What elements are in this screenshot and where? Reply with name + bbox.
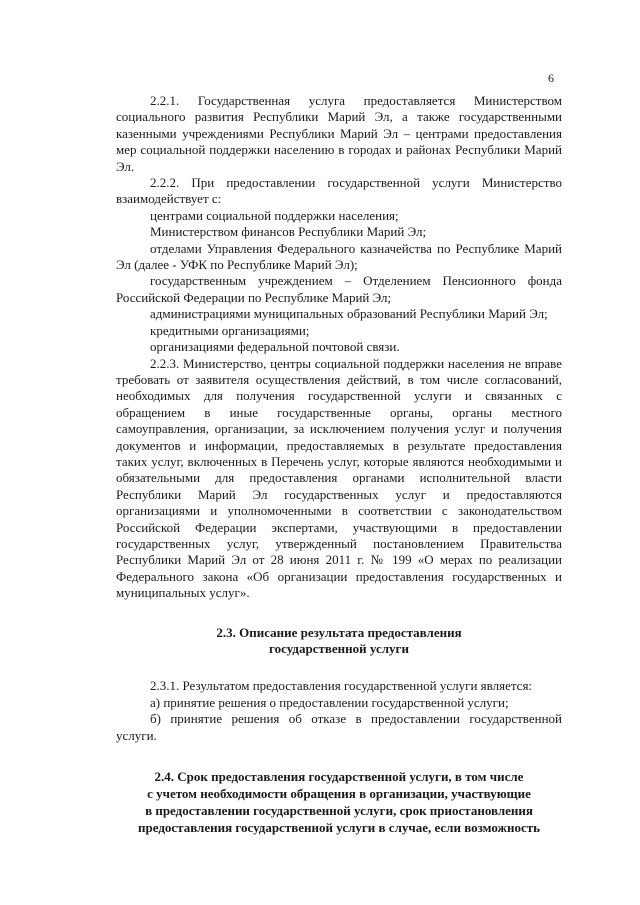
page-number: 6 [548,71,554,85]
result-item-b: б) принятие решения об отказе в предоставлении государственной услуги. [116,711,562,743]
list-item-social-support-centers: центрами социальной поддержки населения; [150,207,399,223]
list-item-credit-organizations: кредитными организациями; [150,322,310,338]
paragraph-2-2-1: 2.2.1. Государственная услуга предоставляется Министерством социального развития Республики Марий Эл, а также государственными казенными учреждениями Республики Марий Эл – центрами предоставления мер социальной поддержки населению в городах и районах Республики Марий Эл. [116,93,562,174]
section-2-4-heading-line1: 2.4. Срок предоставления государственной услуги, в том числе [154,769,524,785]
document-body [116,93,562,836]
list-item-municipal-administrations: администрациями муниципальных образований Республики Марий Эл; [150,306,548,322]
list-item-treasury-departments: отделами Управления Федерального казначейства по Республике Марий Эл (далее - УФК по Республике Марий Эл); [116,240,562,273]
paragraph-2-3-1: 2.3.1. Результатом предоставления государственной услуги является: [150,678,533,694]
paragraph-2-2-3: 2.2.3. Министерство, центры социальной поддержки населения не вправе требовать от заявителя осуществления действий, в том числе согласований, необходимых для получения государственной услуги и связанных с обращением в иные государственные органы, органы местного самоуправления, организации, за исключением получения услуг и получения документов и информации, предоставляемых в результате предоставления таких услуг, включенных в Перечень услуг, которые являются необходимыми и обязательными для предоставления органами исполнительной власти Республики Марий Эл государственных услуг и предоставляются организациями и уполномоченными в соответствии с законодательством Российской Федерации экспертами, участвующими в предоставлении государственных услуг, утвержденный постановлением Правительства Республики Марий Эл от 28 июня 2011 г. № 199 «О мерах по реализации Федерального закона «Об организации предоставления государственных и муниципальных услуг». [116,355,562,601]
section-2-4-heading-line2: с учетом необходимости обращения в организации, участвующие [147,786,531,802]
section-2-4-heading-line4: предоставления государственной услуги в случае, если возможность [138,820,540,836]
list-item-pension-fund: государственным учреждением – Отделением Пенсионного фонда Российской Федерации по Республике Марий Эл; [116,273,562,305]
section-2-3-heading [116,625,562,658]
paragraph-2-2-2: 2.2.2. При предоставлении государственной услуги Министерство взаимодействует с: [116,175,562,207]
list-item-postal-organizations: организациями федеральной почтовой связи. [150,339,400,355]
section-2-3-heading-line1: 2.3. Описание результата предоставления [216,624,462,640]
list-item-ministry-of-finance: Министерством финансов Республики Марий Эл; [150,224,427,240]
result-item-a: а) принятие решения о предоставлении государственной услуги; [150,694,509,710]
section-2-4-heading-line3: в предоставлении государственной услуги, срок приостановления [145,803,533,819]
section-2-4-heading [116,768,562,836]
section-2-3-heading-line2: государственной услуги [269,641,409,656]
